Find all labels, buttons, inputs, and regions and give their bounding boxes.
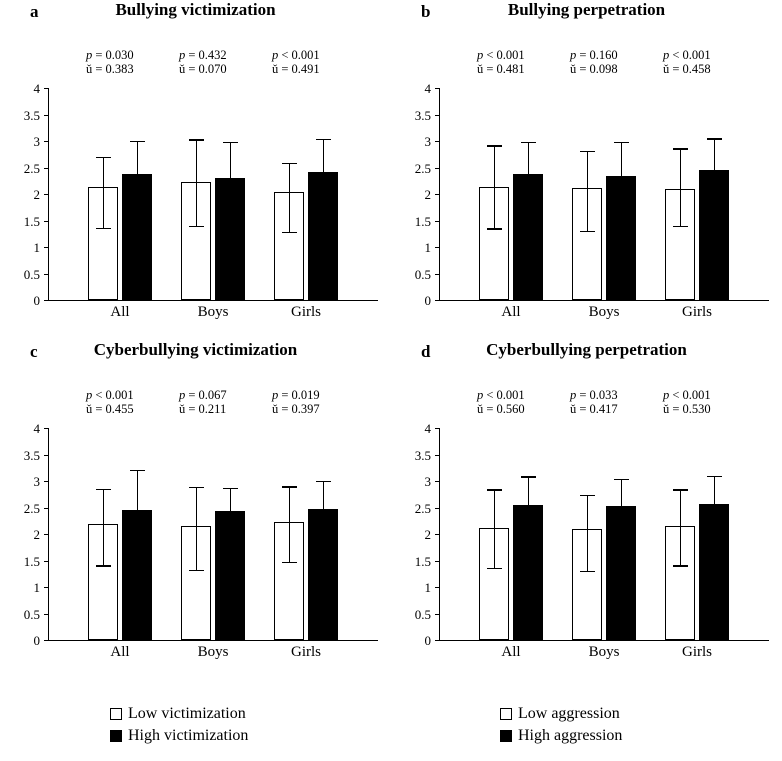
- error-bar: [587, 495, 588, 571]
- error-cap-lower: [707, 543, 722, 544]
- error-bar: [528, 142, 529, 214]
- stat-annotation: [179, 388, 227, 416]
- y-tick-mark: [435, 587, 439, 588]
- panel-a: [0, 0, 391, 340]
- stat-effect-size: ǔ = 0.383: [86, 62, 134, 76]
- stat-effect-size: ǔ = 0.417: [570, 402, 618, 416]
- bar-group-girls: [663, 428, 731, 660]
- error-bar: [103, 489, 104, 565]
- y-tick-mark: [435, 300, 439, 301]
- stat-effect-size: ǔ = 0.530: [663, 402, 711, 416]
- x-axis: [439, 640, 769, 641]
- bar-group-all: [477, 428, 545, 660]
- y-tick-mark: [435, 194, 439, 195]
- y-tick-mark: [435, 561, 439, 562]
- y-tick-mark: [44, 455, 48, 456]
- error-cap-lower: [189, 226, 204, 227]
- error-cap-lower: [614, 214, 629, 215]
- x-tick-label: Girls: [682, 644, 712, 660]
- stat-p-value: p = 0.432: [179, 48, 227, 62]
- error-cap-upper: [96, 489, 111, 490]
- error-cap-upper: [707, 138, 722, 139]
- y-tick-label: 3.5: [414, 447, 431, 463]
- y-tick: [424, 240, 440, 255]
- error-cap-upper: [580, 495, 595, 496]
- legend-swatch-low-icon: [110, 708, 122, 720]
- error-cap-upper: [130, 470, 145, 471]
- error-bar: [714, 138, 715, 211]
- legend-item-low-aggression: [500, 705, 622, 723]
- y-tick-label: 3.5: [414, 107, 431, 123]
- y-tick: [414, 160, 440, 176]
- y-tick: [424, 187, 440, 202]
- y-tick-label: 2.5: [414, 160, 431, 176]
- y-tick: [33, 240, 49, 255]
- stat-annotation: [179, 48, 227, 76]
- error-bar: [680, 148, 681, 225]
- y-tick-mark: [435, 534, 439, 535]
- y-tick-mark: [44, 614, 48, 615]
- stat-annotation: [86, 388, 134, 416]
- legend-right: [500, 705, 622, 749]
- stat-annotation: [477, 48, 525, 76]
- error-bar: [103, 157, 104, 228]
- x-tick-label: Girls: [291, 644, 321, 660]
- y-tick: [424, 633, 440, 648]
- error-cap-lower: [673, 226, 688, 227]
- y-tick-mark: [435, 168, 439, 169]
- plot-area: [23, 421, 378, 660]
- stat-effect-size: ǔ = 0.458: [663, 62, 711, 76]
- bar-group-boys: [570, 88, 638, 320]
- error-cap-upper: [96, 157, 111, 158]
- y-tick-mark: [44, 168, 48, 169]
- error-bar: [137, 141, 138, 213]
- y-tick-label: 2: [33, 527, 40, 542]
- error-cap-upper: [614, 142, 629, 143]
- error-cap-upper: [487, 489, 502, 490]
- y-tick: [414, 500, 440, 516]
- x-tick-label: Boys: [197, 644, 229, 660]
- y-tick: [23, 553, 49, 569]
- legend-swatch-high-icon: [500, 730, 512, 742]
- y-tick-mark: [44, 300, 48, 301]
- error-cap-upper: [316, 481, 331, 482]
- error-bar: [289, 163, 290, 232]
- y-tick-mark: [44, 534, 48, 535]
- error-bar: [230, 488, 231, 548]
- error-cap-lower: [487, 228, 502, 229]
- y-tick-mark: [435, 508, 439, 509]
- y-tick: [414, 553, 440, 569]
- error-cap-lower: [282, 232, 297, 233]
- y-tick-label: 0.5: [23, 266, 40, 282]
- error-cap-upper: [614, 479, 629, 480]
- y-tick-label: 0: [424, 633, 431, 648]
- error-cap-lower: [487, 568, 502, 569]
- panel-title: Cyberbullying perpetration: [486, 340, 687, 359]
- x-tick-label: Girls: [291, 304, 321, 320]
- y-tick: [424, 293, 440, 308]
- y-tick-mark: [435, 115, 439, 116]
- bar-group-all: [477, 88, 545, 320]
- stat-effect-size: ǔ = 0.455: [86, 402, 134, 416]
- y-tick: [424, 134, 440, 149]
- y-tick-label: 1: [33, 240, 40, 255]
- y-tick-label: 3.5: [23, 107, 40, 123]
- legend-swatch-low-icon: [500, 708, 512, 720]
- y-tick: [23, 447, 49, 463]
- y-tick-mark: [435, 640, 439, 641]
- y-tick: [414, 606, 440, 622]
- stat-p-value: p = 0.019: [272, 388, 320, 402]
- error-cap-lower: [316, 211, 331, 212]
- y-tick-label: 1.5: [23, 213, 40, 229]
- error-bar: [289, 486, 290, 562]
- legend-label-low: Low victimization: [128, 705, 246, 722]
- error-bar: [587, 151, 588, 232]
- error-cap-upper: [487, 145, 502, 146]
- y-tick-label: 3: [33, 134, 40, 149]
- stat-p-value: p < 0.001: [86, 388, 134, 402]
- x-tick-label: All: [501, 644, 521, 660]
- y-tick: [33, 633, 49, 648]
- error-cap-lower: [96, 565, 111, 566]
- x-tick-label: All: [110, 304, 130, 320]
- legend-item-high-aggression: [500, 727, 622, 745]
- y-tick-mark: [44, 481, 48, 482]
- bar-group-boys: [179, 88, 247, 320]
- error-cap-upper: [580, 151, 595, 152]
- error-cap-upper: [223, 142, 238, 143]
- error-cap-lower: [580, 231, 595, 232]
- y-tick: [23, 606, 49, 622]
- error-bar: [323, 481, 324, 548]
- stat-p-value: p < 0.001: [663, 388, 711, 402]
- error-cap-lower: [223, 216, 238, 217]
- stat-annotation: [570, 388, 618, 416]
- y-tick-mark: [44, 115, 48, 116]
- error-cap-lower: [223, 548, 238, 549]
- stat-effect-size: ǔ = 0.491: [272, 62, 320, 76]
- x-axis: [439, 300, 769, 301]
- stat-effect-size: ǔ = 0.397: [272, 402, 320, 416]
- bar-group-girls: [663, 88, 731, 320]
- error-bar: [680, 489, 681, 565]
- stat-annotation: [570, 48, 618, 76]
- panel-c: [0, 340, 391, 680]
- y-tick: [33, 474, 49, 489]
- y-tick: [424, 580, 440, 595]
- y-tick: [23, 266, 49, 282]
- legend-item-high-victimization: [110, 727, 248, 745]
- y-tick: [23, 107, 49, 123]
- y-tick: [33, 134, 49, 149]
- y-tick-label: 3: [424, 134, 431, 149]
- error-cap-upper: [189, 487, 204, 488]
- legend-swatch-high-icon: [110, 730, 122, 742]
- y-tick-label: 0: [424, 293, 431, 308]
- y-tick: [424, 527, 440, 542]
- error-cap-lower: [189, 570, 204, 571]
- y-tick-mark: [44, 561, 48, 562]
- y-tick-label: 0.5: [23, 606, 40, 622]
- stat-p-value: p < 0.001: [477, 388, 525, 402]
- stat-p-value: p = 0.067: [179, 388, 227, 402]
- error-cap-lower: [130, 213, 145, 214]
- error-bar: [494, 145, 495, 228]
- y-tick-label: 2.5: [23, 500, 40, 516]
- panel-title: Bullying victimization: [115, 0, 276, 19]
- stat-annotation: [272, 48, 320, 76]
- y-tick: [33, 293, 49, 308]
- plot-area: [414, 81, 769, 320]
- error-cap-lower: [521, 213, 536, 214]
- y-tick-label: 2: [424, 527, 431, 542]
- y-tick: [33, 580, 49, 595]
- panel-b: [391, 0, 782, 340]
- legend-item-low-victimization: [110, 705, 248, 723]
- stat-annotation: [663, 388, 711, 416]
- y-tick-mark: [435, 481, 439, 482]
- legend-label-low: Low aggression: [518, 705, 620, 722]
- y-tick-mark: [435, 274, 439, 275]
- y-tick: [414, 213, 440, 229]
- error-bar: [196, 487, 197, 570]
- legend-label-high: High victimization: [128, 727, 249, 744]
- error-cap-upper: [707, 476, 722, 477]
- x-axis: [48, 640, 378, 641]
- error-cap-upper: [316, 139, 331, 140]
- y-tick-mark: [44, 428, 48, 429]
- panel-title: Bullying perpetration: [507, 0, 666, 19]
- y-tick: [414, 107, 440, 123]
- x-tick-label: All: [110, 644, 130, 660]
- error-cap-upper: [130, 141, 145, 142]
- error-bar: [621, 142, 622, 214]
- error-cap-lower: [282, 562, 297, 563]
- error-bar: [494, 489, 495, 567]
- y-tick-mark: [44, 640, 48, 641]
- y-tick-label: 3.5: [23, 447, 40, 463]
- error-bar: [323, 139, 324, 212]
- stat-p-value: p = 0.030: [86, 48, 134, 62]
- error-cap-lower: [614, 544, 629, 545]
- panel-letter: c: [30, 342, 38, 361]
- y-tick: [33, 421, 49, 436]
- bar-group-girls: [272, 88, 340, 320]
- y-tick-mark: [44, 508, 48, 509]
- y-tick: [33, 81, 49, 96]
- y-tick: [414, 266, 440, 282]
- error-cap-lower: [673, 565, 688, 566]
- y-tick-mark: [435, 428, 439, 429]
- y-tick-mark: [44, 587, 48, 588]
- plot-area: [414, 421, 769, 660]
- y-tick-label: 4: [33, 81, 40, 96]
- x-tick-label: Girls: [682, 304, 712, 320]
- bar-group-boys: [570, 428, 638, 660]
- panel-letter: d: [421, 342, 431, 361]
- y-tick-mark: [44, 194, 48, 195]
- y-tick-label: 2: [33, 187, 40, 202]
- y-tick-label: 3: [33, 474, 40, 489]
- y-tick: [414, 447, 440, 463]
- y-tick-label: 0: [33, 633, 40, 648]
- y-tick-label: 1.5: [414, 553, 431, 569]
- stat-effect-size: ǔ = 0.070: [179, 62, 227, 76]
- error-cap-upper: [189, 139, 204, 140]
- y-tick-mark: [44, 141, 48, 142]
- panel-letter: a: [30, 2, 39, 21]
- stat-p-value: p = 0.033: [570, 388, 618, 402]
- error-bar: [528, 476, 529, 543]
- bar-group-girls: [272, 428, 340, 660]
- y-tick-label: 2.5: [23, 160, 40, 176]
- x-axis: [48, 300, 378, 301]
- stat-effect-size: ǔ = 0.098: [570, 62, 618, 76]
- stat-annotation: [272, 388, 320, 416]
- y-tick: [33, 187, 49, 202]
- y-tick-mark: [435, 247, 439, 248]
- bar-group-all: [86, 428, 154, 660]
- bar-group-all: [86, 88, 154, 320]
- error-cap-lower: [96, 228, 111, 229]
- stat-annotation: [86, 48, 134, 76]
- error-cap-lower: [130, 547, 145, 548]
- y-tick-label: 1.5: [23, 553, 40, 569]
- stat-p-value: p < 0.001: [272, 48, 320, 62]
- legend-left: [110, 705, 248, 749]
- error-cap-upper: [223, 488, 238, 489]
- error-bar: [230, 142, 231, 216]
- bar-group-boys: [179, 428, 247, 660]
- x-tick-label: Boys: [197, 304, 229, 320]
- y-tick-label: 1: [424, 240, 431, 255]
- panel-title: Cyberbullying victimization: [93, 340, 298, 359]
- y-tick-mark: [435, 141, 439, 142]
- stat-effect-size: ǔ = 0.211: [179, 402, 227, 416]
- y-tick-label: 0.5: [414, 266, 431, 282]
- error-cap-lower: [521, 543, 536, 544]
- panel-d: [391, 340, 782, 680]
- y-tick-label: 0: [33, 293, 40, 308]
- stat-effect-size: ǔ = 0.560: [477, 402, 525, 416]
- error-cap-upper: [521, 476, 536, 477]
- y-tick-label: 2.5: [414, 500, 431, 516]
- error-cap-lower: [707, 211, 722, 212]
- error-cap-upper: [282, 486, 297, 487]
- x-tick-label: Boys: [588, 644, 620, 660]
- y-tick-mark: [435, 88, 439, 89]
- y-tick-label: 4: [33, 421, 40, 436]
- y-tick-mark: [44, 274, 48, 275]
- error-cap-lower: [580, 571, 595, 572]
- panel-letter: b: [421, 2, 431, 21]
- y-tick: [424, 474, 440, 489]
- y-tick-label: 3: [424, 474, 431, 489]
- y-tick-mark: [44, 221, 48, 222]
- y-tick: [23, 213, 49, 229]
- y-tick-mark: [435, 221, 439, 222]
- error-cap-upper: [673, 148, 688, 149]
- error-bar: [196, 139, 197, 225]
- y-tick-mark: [435, 614, 439, 615]
- stat-annotation: [663, 48, 711, 76]
- error-cap-upper: [521, 142, 536, 143]
- stat-effect-size: ǔ = 0.481: [477, 62, 525, 76]
- y-tick: [424, 421, 440, 436]
- x-tick-label: All: [501, 304, 521, 320]
- y-tick: [33, 527, 49, 542]
- y-tick-label: 1: [33, 580, 40, 595]
- stat-annotation: [477, 388, 525, 416]
- stat-p-value: p < 0.001: [663, 48, 711, 62]
- stat-p-value: p = 0.160: [570, 48, 618, 62]
- y-tick-label: 0.5: [414, 606, 431, 622]
- y-tick-mark: [435, 455, 439, 456]
- error-bar: [621, 479, 622, 544]
- plot-area: [23, 81, 378, 320]
- legend-label-high: High aggression: [518, 727, 623, 744]
- y-tick-mark: [44, 88, 48, 89]
- y-tick-mark: [44, 247, 48, 248]
- y-tick-label: 1.5: [414, 213, 431, 229]
- y-tick: [424, 81, 440, 96]
- y-tick: [23, 160, 49, 176]
- y-tick-label: 4: [424, 421, 431, 436]
- y-tick-label: 2: [424, 187, 431, 202]
- stat-p-value: p < 0.001: [477, 48, 525, 62]
- error-cap-upper: [673, 489, 688, 490]
- x-tick-label: Boys: [588, 304, 620, 320]
- error-bar: [714, 476, 715, 543]
- error-cap-upper: [282, 163, 297, 164]
- y-tick: [23, 500, 49, 516]
- error-bar: [137, 470, 138, 547]
- y-tick-label: 4: [424, 81, 431, 96]
- error-cap-lower: [316, 548, 331, 549]
- y-tick-label: 1: [424, 580, 431, 595]
